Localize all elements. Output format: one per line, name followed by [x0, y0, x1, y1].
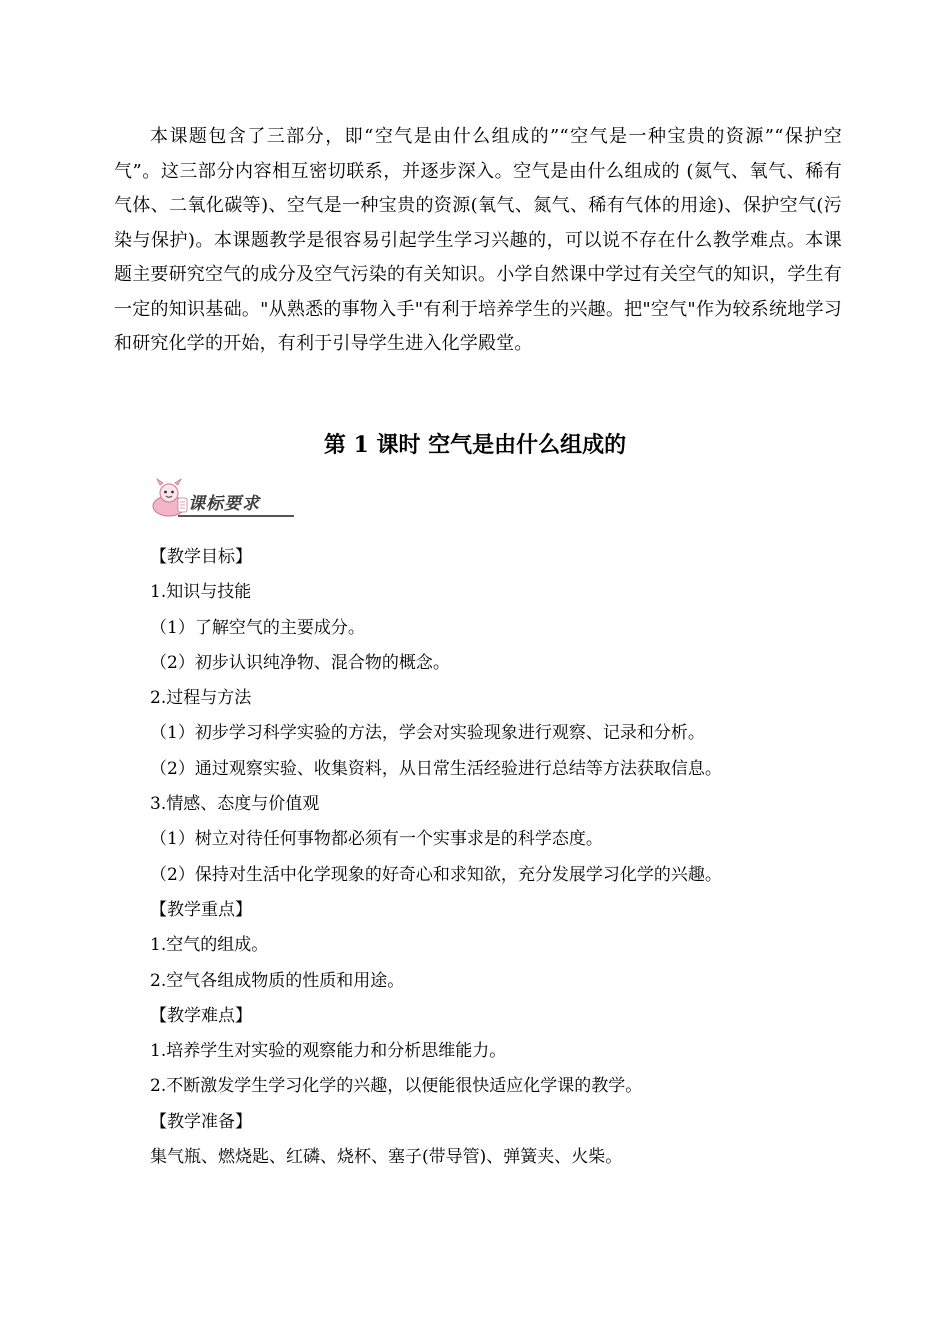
objective-category: 1.知识与技能 [150, 582, 252, 603]
objective-item: （2）初步认识纯净物、混合物的概念。 [150, 652, 450, 673]
preparation-list: 集气瓶、燃烧匙、红磷、烧杯、塞子(带导管)、弹簧夹、火柴。 [150, 1147, 623, 1168]
objective-item: （1）初步学习科学实验的方法，学会对实验现象进行观察、记录和分析。 [150, 723, 705, 744]
lesson-content [150, 540, 850, 1175]
difficulty-item: 2.不断激发学生学习化学的兴趣，以便能很快适应化学课的教学。 [150, 1076, 643, 1097]
cartoon-mascot-icon [148, 478, 190, 518]
badge-label: 课标要求 [188, 494, 260, 514]
section-heading-objectives: 【教学目标】 [150, 547, 252, 567]
course-standard-badge [148, 482, 294, 520]
difficulty-item: 1.培养学生对实验的观察能力和分析思维能力。 [150, 1041, 507, 1062]
objective-category: 3.情感、态度与价值观 [150, 794, 320, 815]
lesson-title: 第 1 课时 空气是由什么组成的 [323, 432, 627, 458]
badge-underline [178, 515, 294, 517]
section-heading-key-points: 【教学重点】 [150, 899, 252, 920]
key-point-item: 1.空气的组成。 [150, 935, 269, 956]
objective-item: （2）通过观察实验、收集资料，从日常生活经验进行总结等方法获取信息。 [150, 758, 722, 779]
objective-item: （1）了解空气的主要成分。 [150, 617, 365, 638]
objective-category: 2.过程与方法 [150, 688, 252, 709]
section-heading-preparation: 【教学准备】 [150, 1111, 252, 1132]
objective-item: （1）树立对待任何事物都必须有一个实事求是的科学态度。 [150, 829, 603, 850]
key-point-item: 2.空气各组成物质的性质和用途。 [150, 970, 405, 991]
intro-paragraph: 本课题包含了三部分，即“空气是由什么组成的”“空气是一种宝贵的资源”“保护空气”。这三部分内容相互密切联系，并逐步深入。空气是由什么组成的 (氮气、氧气、稀有气体、二氧化碳等)、空气是一种宝贵的资源(氧气、氮气、稀有气体的用途)、保护空气(污染与保护)。本课题教学是很容易引起学生学习兴趣的，可以说不存在什么教学难点。本课题主要研究空气的成分及空气污染的有关知识。小学自然课中学过有关空气的知识，学生有一定的知识基础。"从熟悉的事物入手"有利于培养学生的兴趣。把"空气"作为较系统地学习和研究化学的开始，有利于引导学生进入化学殿堂。 [114, 126, 842, 354]
section-heading-difficulties: 【教学难点】 [150, 1005, 252, 1026]
objective-item: （2）保持对生活中化学现象的好奇心和求知欲，充分发展学习化学的兴趣。 [150, 864, 722, 885]
